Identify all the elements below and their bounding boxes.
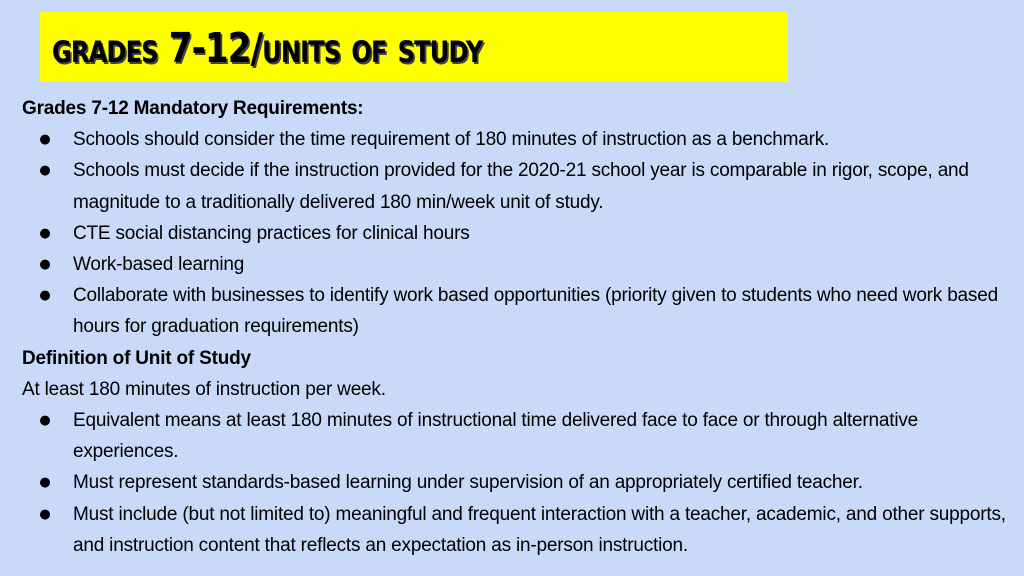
unit-of-study-heading: Definition of Unit of Study (22, 347, 251, 369)
list-item-text: Work-based learning (73, 254, 245, 276)
list-item (22, 218, 1012, 249)
list-item-text: Equivalent means at least 180 minutes of instructional time delivered face to face or through alternative experiences. (73, 410, 919, 463)
list-item-text: Must include (but not limited to) meaningful and frequent interaction with a teacher, academic, and other supports, and instruction content that reflects an expectation as in-person instruction. (73, 503, 1006, 556)
bullet-icon: ● (39, 506, 51, 522)
bullet-icon: ● (39, 132, 51, 148)
list-item (22, 155, 1012, 217)
bullet-icon: ● (39, 257, 51, 273)
bullet-icon: ● (39, 475, 51, 491)
list-item (22, 467, 1012, 498)
list-item-text: Schools should consider the time requirement of 180 minutes of instruction as a benchmark. (73, 129, 830, 151)
list-item-text: CTE social distancing practices for clinical hours (73, 222, 470, 244)
unit-of-study-list (22, 405, 1012, 561)
bullet-icon: ● (39, 413, 51, 429)
list-item (22, 249, 1012, 280)
list-item-text: Schools must decide if the instruction provided for the 2020-21 school year is comparable in rigor, scope, and magnitude to a traditionally delivered 180 min/week unit of study. (73, 160, 969, 213)
slide-title: grades 7-12/units of study (52, 24, 483, 72)
unit-of-study-intro: At least 180 minutes of instruction per week. (22, 378, 386, 400)
list-item (22, 124, 1012, 155)
bullet-icon: ● (39, 163, 51, 179)
list-item (22, 405, 1012, 467)
bullet-icon: ● (39, 225, 51, 241)
list-item (22, 499, 1012, 561)
list-item (22, 280, 1012, 342)
list-item-text: Must represent standards-based learning under supervision of an appropriately certified teacher. (73, 472, 863, 494)
mandatory-requirements-list (22, 124, 1012, 342)
slide-body (22, 93, 1012, 561)
list-item-text: Collaborate with businesses to identify work based opportunities (priority given to students who need work based hours for graduation requirements) (73, 285, 998, 338)
bullet-icon: ● (39, 288, 51, 304)
mandatory-requirements-heading: Grades 7-12 Mandatory Requirements: (22, 98, 364, 119)
